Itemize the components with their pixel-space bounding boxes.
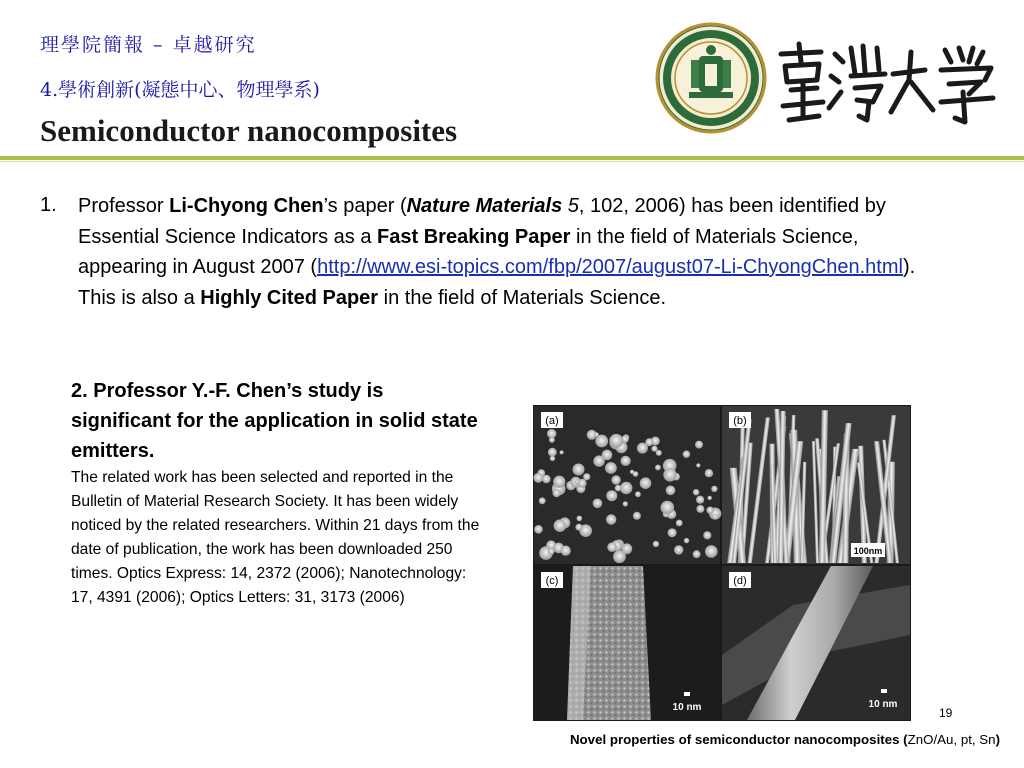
- title-divider: [0, 156, 1024, 160]
- nanoparticle-dot: [547, 429, 556, 438]
- sem-image-figure: [533, 405, 911, 721]
- nanoparticle-dot: [615, 485, 622, 492]
- nanoparticle-dot: [661, 501, 675, 515]
- nanoparticle-dot: [577, 516, 583, 522]
- item-2-body: The related work has been selected and reported in the Bulletin of Material Research Society. It has been widely noticed by the related researchers. Within 21 days from the date of publication, the work has been downloaded 250 times. Optics Express: 14, 2372 (2006); Nanotechnology: 17, 4391 (2006); Optics Letters: 31, 3173 (2006): [71, 469, 480, 606]
- nanoparticle-dot: [696, 505, 704, 513]
- nanoparticle-dot: [696, 496, 704, 504]
- caption-bold: Novel properties of semiconductor nanocomposites (: [569, 732, 908, 747]
- nanoparticle-dot: [605, 462, 617, 474]
- nanoparticle-dot: [550, 456, 555, 461]
- fast-breaking-paper: Fast Breaking Paper: [377, 225, 571, 248]
- item-1-text-d: in the field of Materials Science, appearing in August 2007 (: [78, 225, 859, 278]
- nanoparticle-dot: [711, 486, 717, 492]
- nanoparticle-dot: [606, 514, 616, 524]
- nanoparticle-dot: [676, 520, 683, 527]
- item-1-text-f: in the field of Materials Science.: [378, 286, 666, 309]
- panel-b-scale: 100nm: [853, 546, 883, 556]
- nanoparticle-dot: [593, 455, 604, 466]
- nanoparticle-dot: [693, 489, 699, 495]
- panel-c-scale: 10 nm: [672, 702, 702, 713]
- nanoparticle-dot: [706, 507, 713, 514]
- nanoparticle-dot: [548, 448, 557, 457]
- journal-volume: 5: [562, 195, 579, 217]
- nanoparticle-dot: [593, 499, 603, 509]
- nanoparticle-dot: [539, 497, 546, 504]
- nanoparticle-dot: [693, 550, 701, 558]
- slide-title: Semiconductor nanocomposites: [40, 113, 458, 148]
- sem-panel-a: [533, 406, 721, 564]
- nanoparticle-dot: [708, 496, 712, 500]
- nanoparticle-dot: [635, 491, 641, 497]
- nanoparticle-dot: [621, 456, 631, 466]
- item-1-text-c: , 102, 2006) has been identified by Essential Science Indicators as a: [78, 195, 886, 248]
- esi-topics-link[interactable]: http://www.esi-topics.com/fbp/2007/august07-Li-ChyongChen.html: [317, 256, 903, 278]
- nanoparticle-dot: [640, 477, 652, 489]
- panel-d-scale: 10 nm: [868, 699, 898, 710]
- nanoparticle-dot: [613, 550, 626, 563]
- nanoparticle-dot: [542, 475, 551, 484]
- nanoparticle-dot: [696, 463, 700, 467]
- nanoparticle-dot: [623, 501, 628, 506]
- nanoparticle-dot: [684, 538, 689, 543]
- nanoparticle-dot: [633, 512, 641, 520]
- nanoparticle-dot: [553, 476, 565, 488]
- item-2-heading: 2. Professor Y.-F. Chen’s study is significant for the application in solid state emitters.: [71, 380, 478, 462]
- nanoparticle-dot: [705, 469, 713, 477]
- header-line-1: 理學院簡報 – 卓越研究: [40, 34, 257, 56]
- sem-panel-c: [534, 566, 720, 720]
- page-number: 19: [939, 706, 953, 720]
- nanoparticle-dot: [655, 465, 661, 471]
- sem-panel-b: [722, 406, 910, 564]
- nanoparticle-dot: [606, 490, 617, 501]
- item-1-number: 1.: [40, 194, 57, 216]
- nanoparticle-dot: [554, 519, 567, 532]
- nanoparticle-dot: [583, 473, 590, 480]
- item-1-text-e: ). This is also a: [78, 256, 916, 309]
- nanoparticle-dot: [630, 470, 634, 474]
- sem-panel-d: [722, 566, 910, 720]
- journal-name: Nature Materials: [406, 195, 563, 217]
- nanoparticle-dot: [561, 546, 571, 556]
- ntu-calligraphy-logo: [773, 40, 998, 125]
- highly-cited-paper: Highly Cited Paper: [200, 286, 379, 309]
- nanoparticle-dot: [703, 531, 711, 539]
- header-line-2: 4.學術創新(凝態中心、物理學系): [40, 79, 320, 101]
- nanoparticle-dot: [549, 437, 555, 443]
- nanoparticle-dot: [573, 464, 585, 476]
- nanoparticle-dot: [666, 486, 676, 496]
- nanoparticle-dot: [533, 473, 543, 483]
- panel-d-label: (d): [733, 575, 747, 587]
- nanoparticle-dot: [607, 542, 617, 552]
- nanoparticle-dot: [695, 441, 703, 449]
- caption-close: ): [995, 732, 1000, 747]
- nanoparticle-dot: [575, 524, 582, 531]
- nanoparticle-dot: [653, 541, 659, 547]
- panel-b-label: (b): [733, 415, 747, 427]
- nanoparticle-dot: [674, 545, 683, 554]
- item-1-paragraph: [78, 191, 933, 313]
- item-1-text-a: Professor: [78, 195, 170, 217]
- caption-materials: ZnO/Au, pt, Sn: [907, 732, 996, 747]
- nanoparticle-dot: [534, 525, 543, 534]
- nanoparticle-dot: [637, 443, 648, 454]
- nanoparticle-dot: [668, 528, 677, 537]
- nanoparticle-dot: [553, 489, 561, 497]
- professor-name: Li-Chyong Chen: [169, 195, 324, 217]
- nanoparticle-dot: [683, 451, 690, 458]
- nanoparticle-dot: [611, 475, 620, 484]
- panel-a-label: (a): [545, 415, 559, 427]
- nanoparticle-dot: [713, 514, 719, 520]
- nanoparticle-dot: [663, 468, 676, 481]
- title-divider-light: [0, 161, 1024, 162]
- nanoparticle-dot: [620, 482, 632, 494]
- panel-c-label: (c): [545, 575, 559, 587]
- ntu-seal-logo: [655, 22, 767, 134]
- item-1-text-b: ’s paper (: [323, 195, 407, 217]
- nanoparticle-dot: [578, 479, 587, 488]
- figure-caption: [410, 732, 1000, 747]
- nanoparticle-dot: [705, 545, 718, 558]
- nanoparticle-dot: [560, 450, 564, 454]
- nanoparticle-dot: [575, 480, 579, 484]
- nanoparticle-dot: [594, 432, 599, 437]
- nanoparticle-dot: [609, 434, 623, 448]
- nanoparticle-dot: [656, 450, 662, 456]
